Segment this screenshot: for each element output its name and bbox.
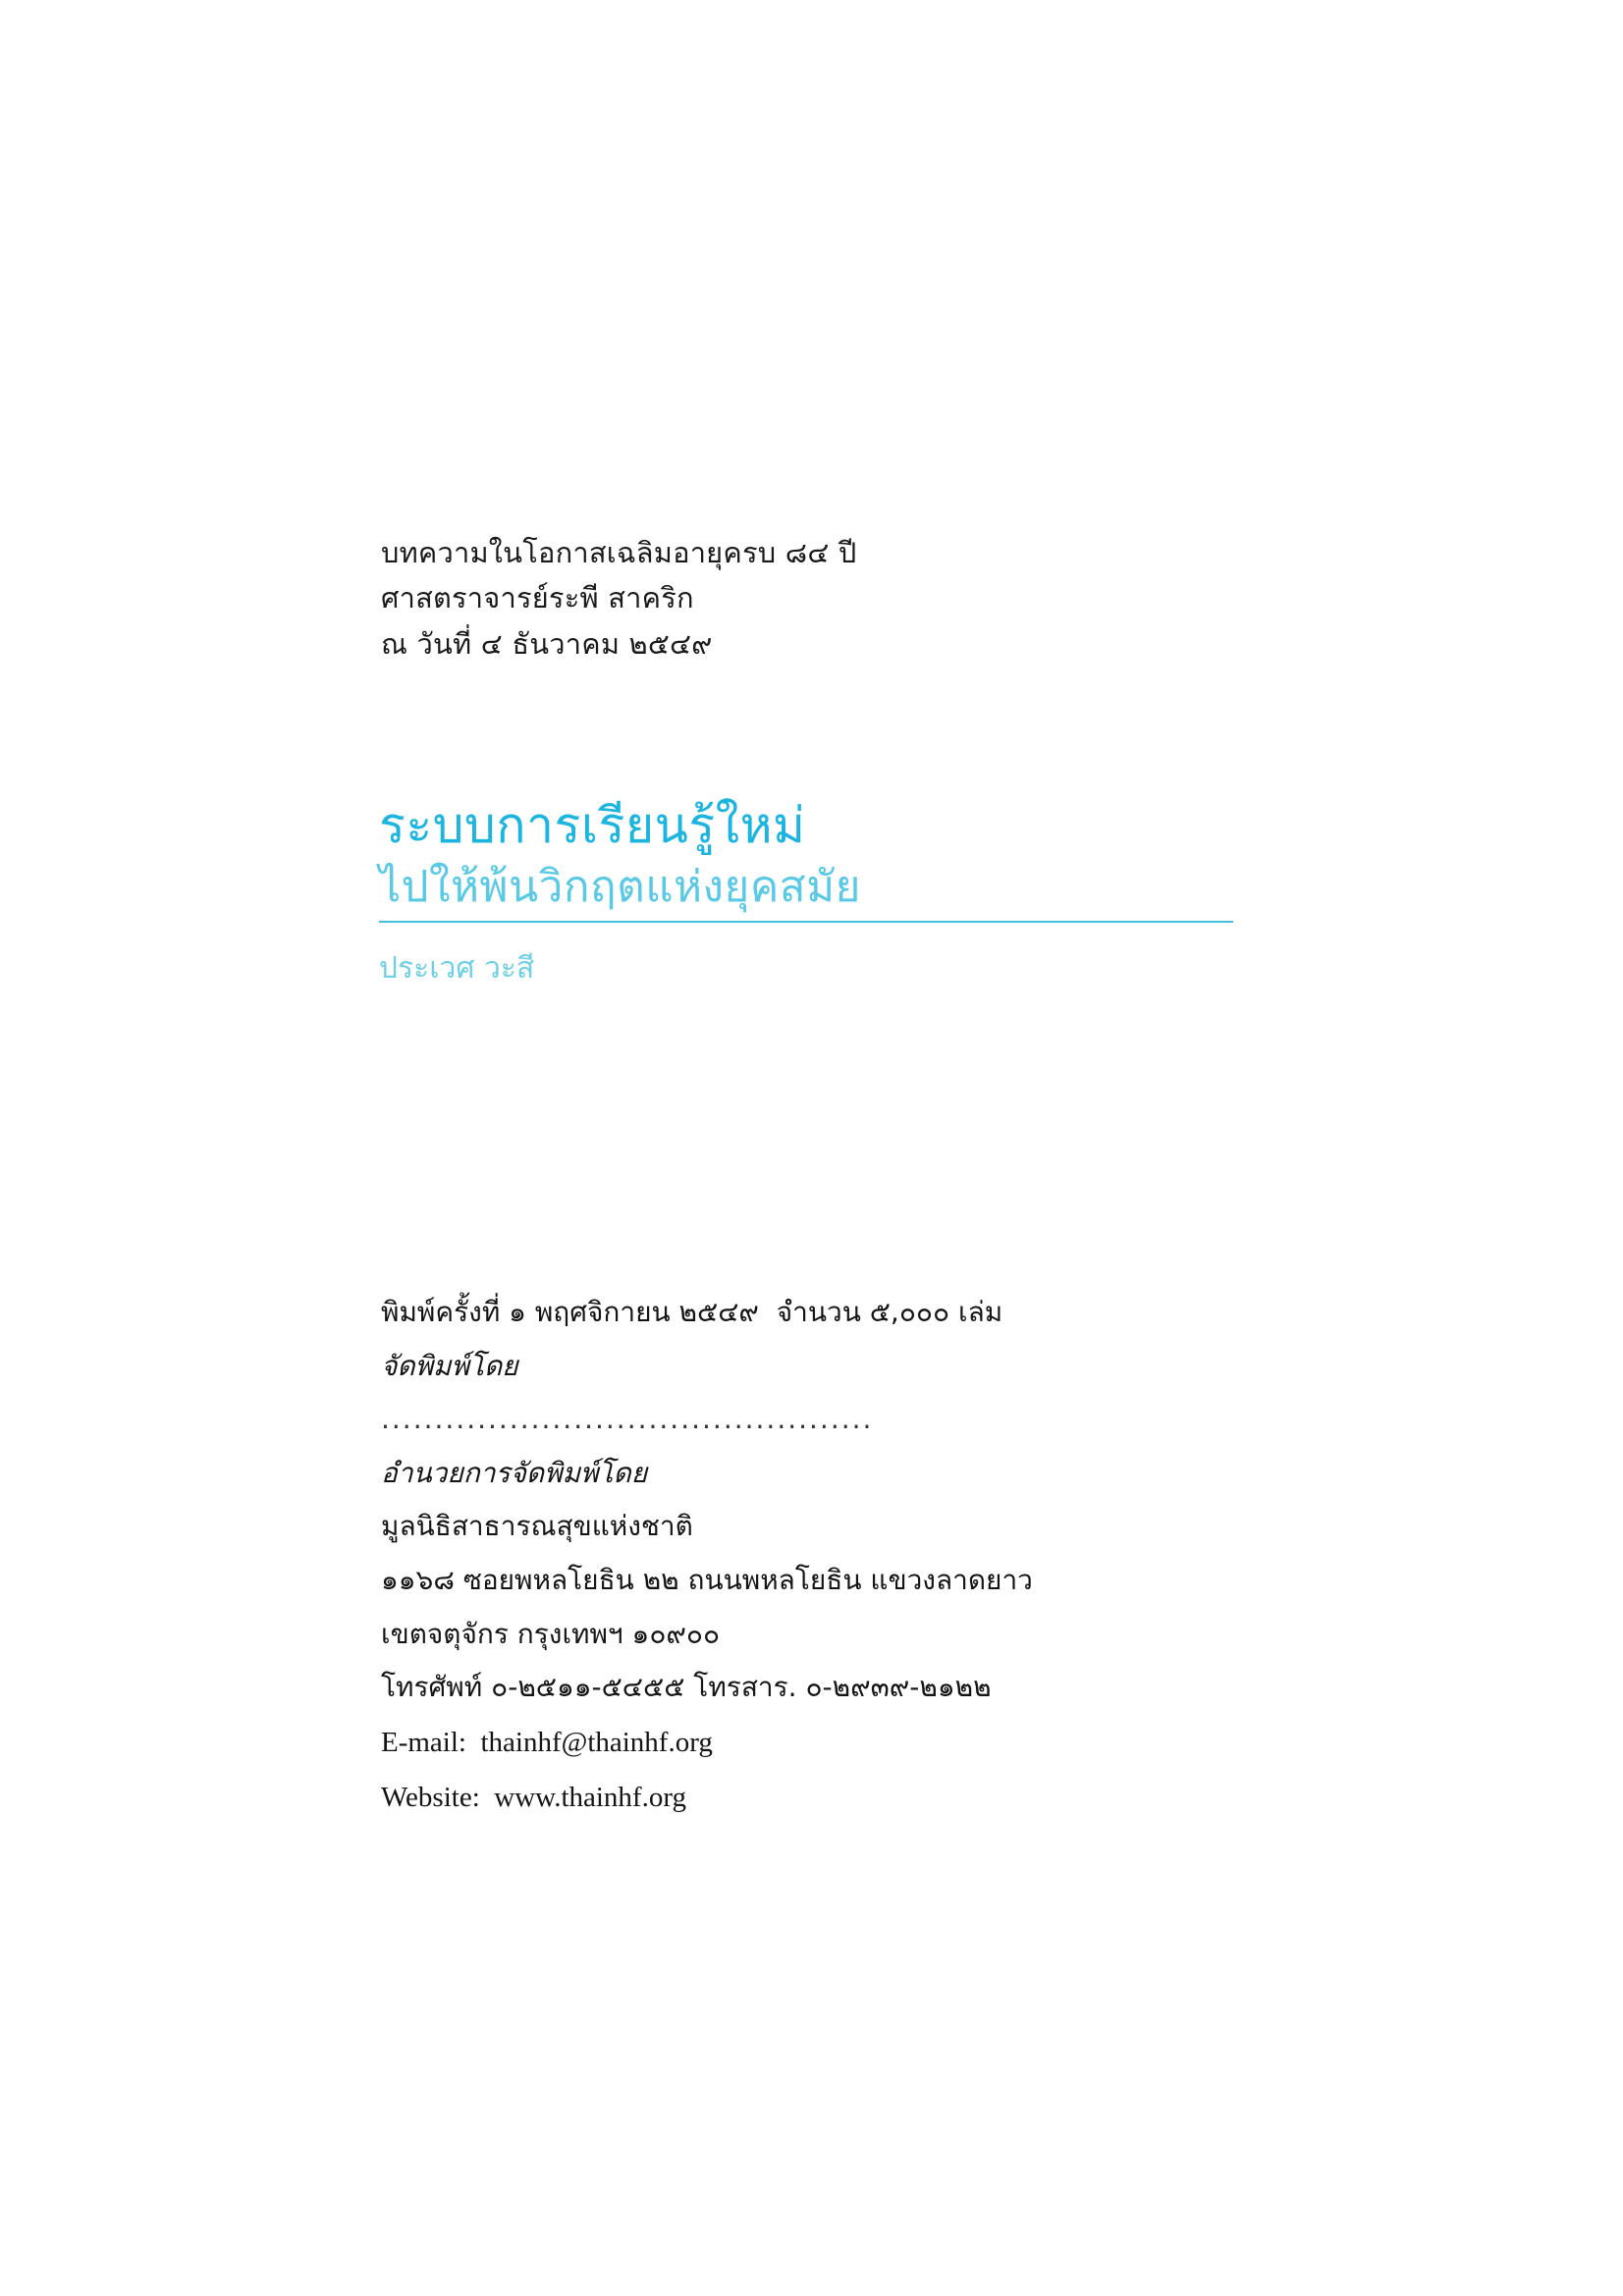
occasion-line-3: ณ วันที่ ๔ ธันวาคม ๒๕๔๙	[381, 626, 713, 661]
occasion-line-2: ศาสตราจารย์ระพี สาคริก	[381, 581, 694, 615]
address-line-2: เขตจตุจักร กรุงเทพฯ ๑๐๙๐๐	[381, 1617, 721, 1650]
author-name: ประเวศ วะสี	[379, 950, 535, 986]
title-divider	[379, 921, 1233, 923]
published-by-label: จัดพิมพ์โดย	[381, 1349, 518, 1382]
directed-by-label: อำนวยการจัดพิมพ์โดย	[381, 1456, 648, 1489]
page-subtitle: ไปให้พ้นวิกฤตแห่งยุคสมัย	[379, 861, 861, 912]
occasion-line-1: บทความในโอกาสเฉลิมอายุครบ ๘๔ ปี	[381, 536, 857, 569]
title-block	[379, 795, 1361, 989]
page-title: ระบบการเรียนรู้ใหม่	[379, 797, 806, 854]
phone-fax: โทรศัพท์ ๐-๒๕๑๑-๕๔๕๕ โทรสาร. ๐-๒๙๓๙-๒๑๒๒	[381, 1671, 992, 1704]
website-address: Website: www.thainhf.org	[381, 1782, 686, 1814]
email-address: E-mail: thainhf@thainhf.org	[381, 1726, 713, 1758]
printing-info: พิมพ์ครั้งที่ ๑ พฤศจิกายน ๒๕๔๙ จำนวน ๕,๐๐๐ เล่ม	[381, 1296, 1003, 1328]
published-by-value: ..............................................	[381, 1403, 874, 1436]
occasion-note	[381, 530, 1265, 667]
imprint-block	[381, 1286, 1363, 1826]
address-line-1: ๑๑๖๘ ซอยพหลโยธิน ๒๒ ถนนพหลโยธิน แขวงลาดยาว	[381, 1563, 1033, 1596]
organization-name: มูลนิธิสาธารณสุขแห่งชาติ	[381, 1510, 693, 1543]
